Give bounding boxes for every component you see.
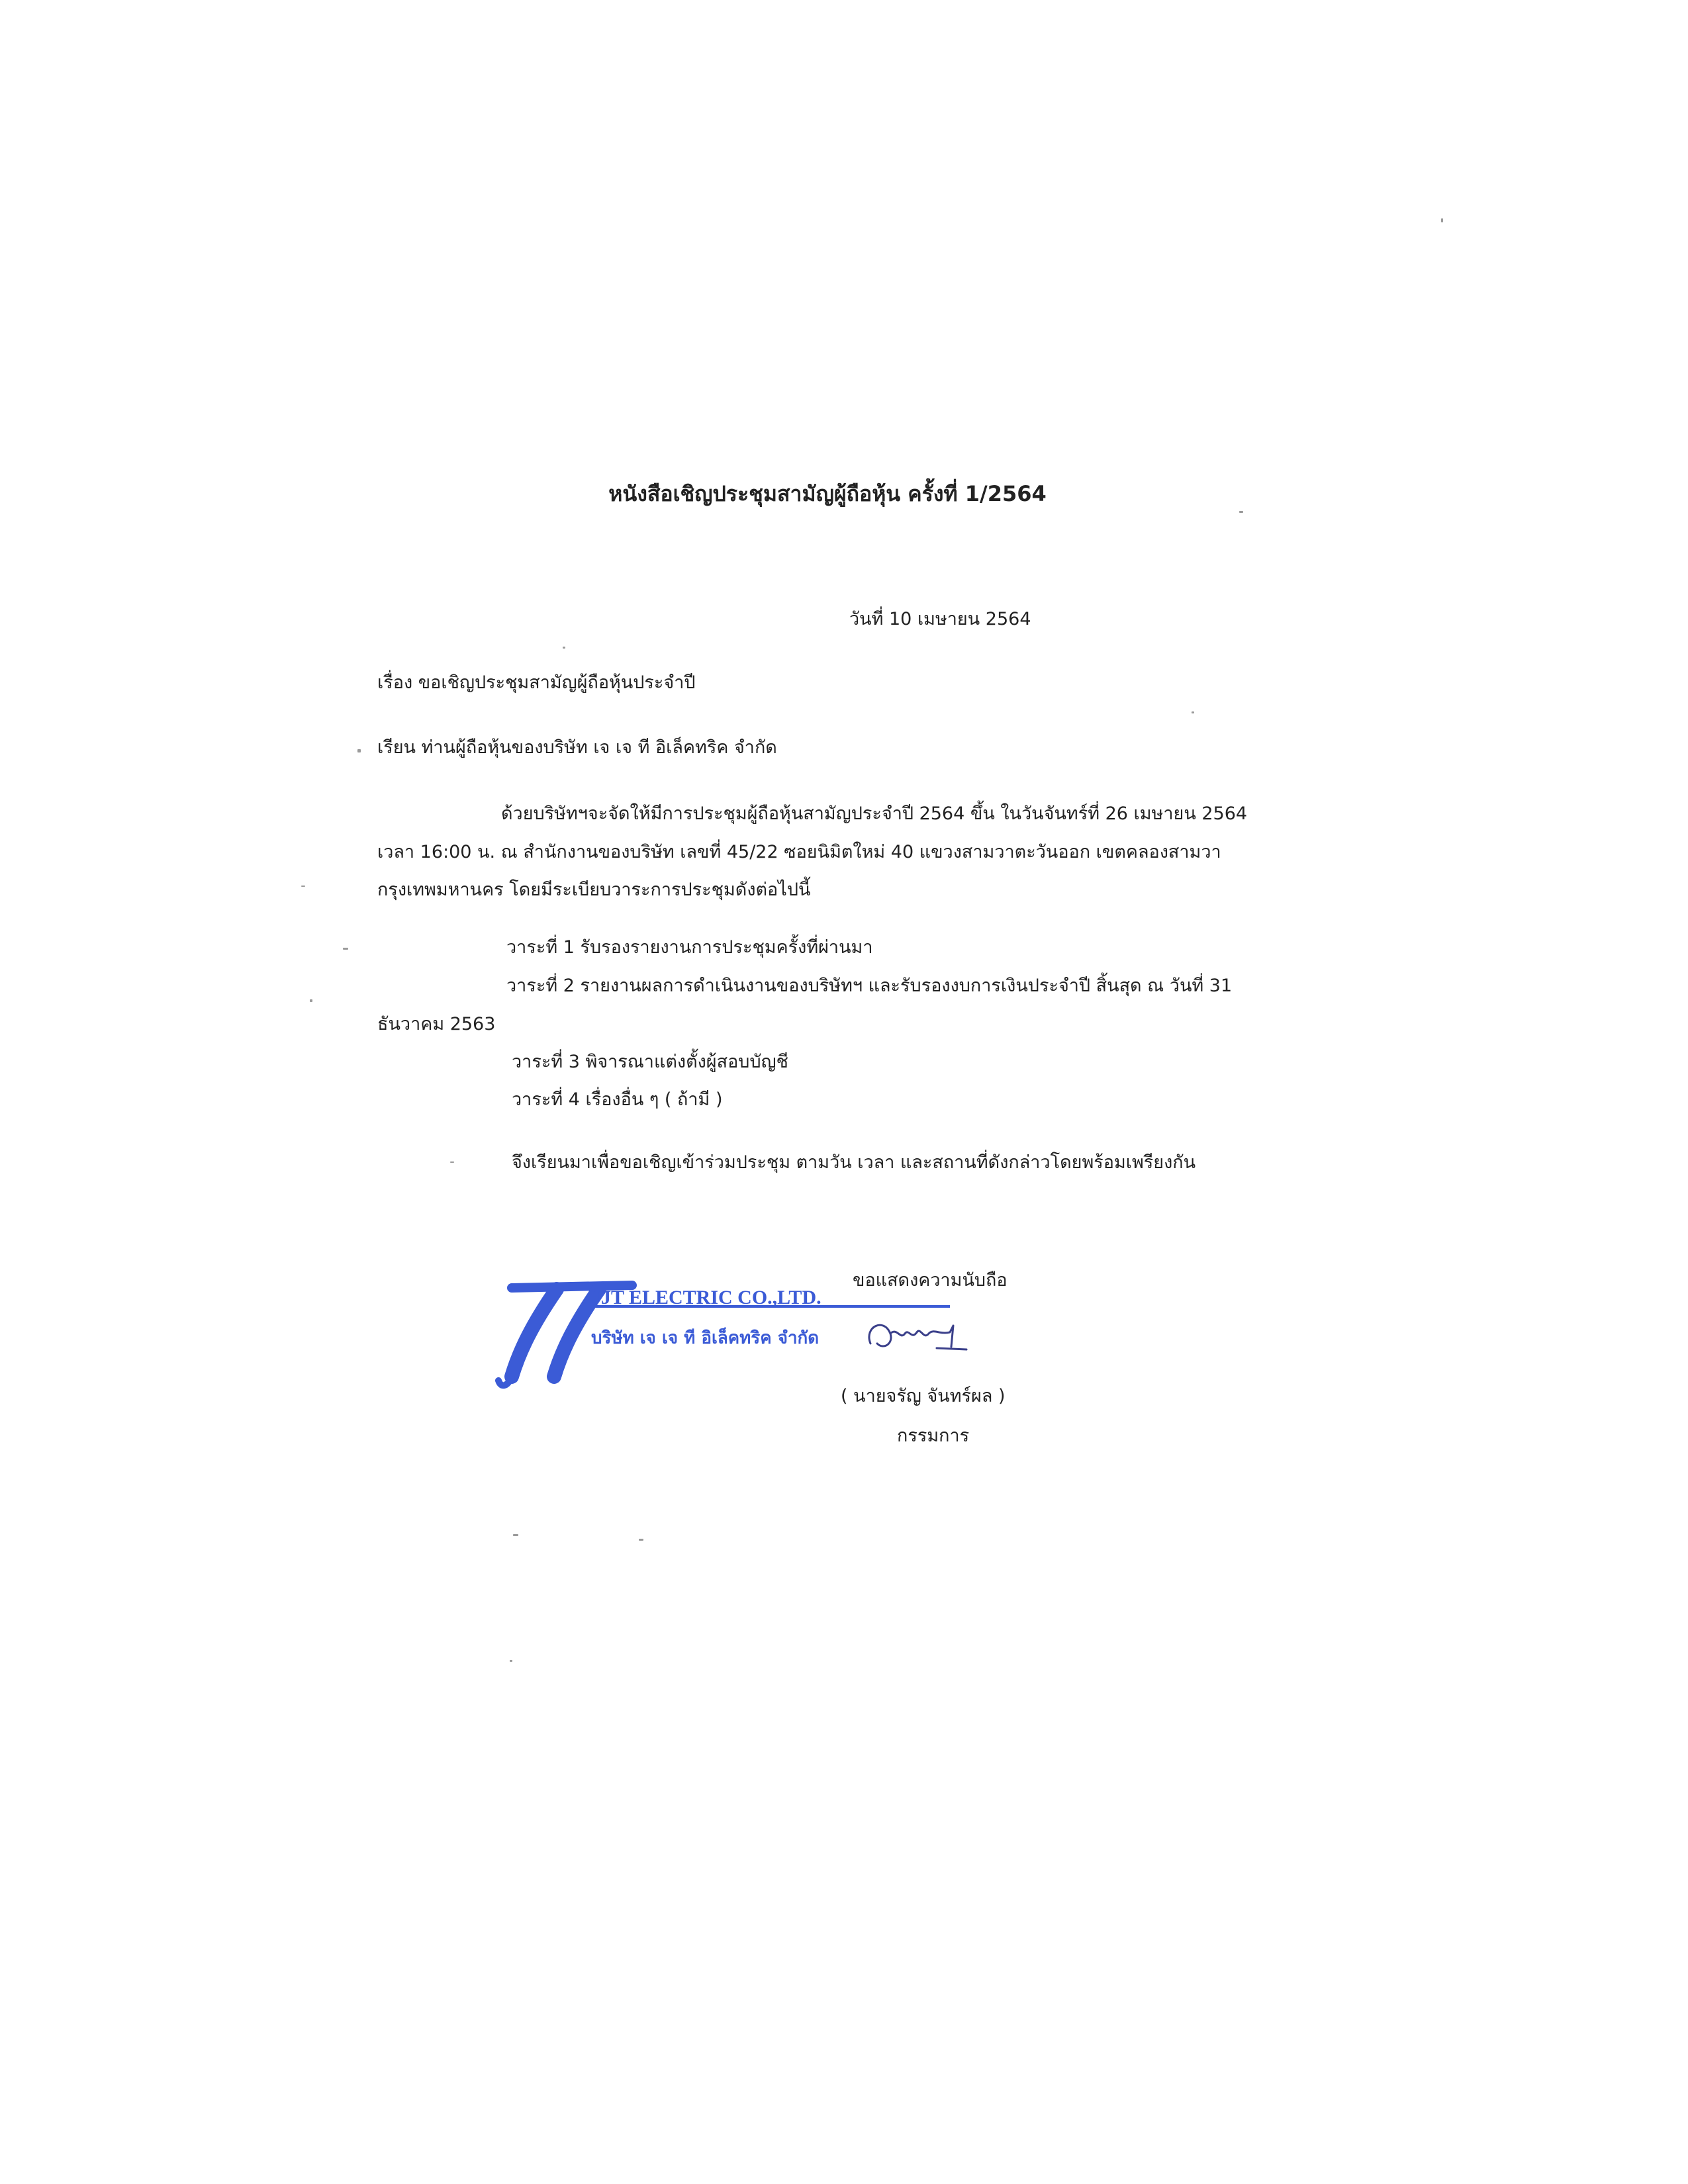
closing-line: จึงเรียนมาเพื่อขอเชิญเข้าร่วมประชุม ตามวัน เวลา และสถานที่ดังกล่าวโดยพร้อมเพรียงกัน <box>512 1152 1196 1173</box>
letter-recipient: เรียน ท่านผู้ถือหุ้นของบริษัท เจ เจ ที อิเล็คทริค จำกัด <box>377 737 777 758</box>
seal-name-en: JJT ELECTRIC CO.,LTD. <box>591 1287 821 1308</box>
scan-speck <box>510 1660 512 1662</box>
scan-speck <box>357 749 361 752</box>
regards-text: ขอแสดงความนับถือ <box>853 1270 1008 1291</box>
agenda-item-1: วาระที่ 1 รับรองรายงานการประชุมครั้งที่ผ่านมา <box>506 937 873 958</box>
signer-name: ( นายจรัญ จันทร์ผล ) <box>841 1386 1006 1406</box>
signer-position: กรรมการ <box>897 1426 970 1446</box>
scan-speck <box>1192 711 1194 713</box>
scan-speck <box>563 647 565 649</box>
scan-speck <box>343 948 348 950</box>
scan-speck <box>1441 218 1443 222</box>
scan-speck <box>450 1161 454 1163</box>
body-line-3: กรุงเทพมหานคร โดยมีระเบียบวาระการประชุมดังต่อไปนี้ <box>377 880 811 900</box>
scan-speck <box>639 1539 643 1541</box>
letter-subject: เรื่อง ขอเชิญประชุมสามัญผู้ถือหุ้นประจำปี <box>377 672 696 693</box>
body-line-2: เวลา 16:00 น. ณ สำนักงานของบริษัท เลขที่ 45/22 ซอยนิมิตใหม่ 40 แขวงสามวาตะวันออก เขตคลองสามวา <box>377 842 1221 862</box>
scan-speck <box>301 886 305 887</box>
scan-speck <box>310 999 312 1002</box>
agenda-item-4: วาระที่ 4 เรื่องอื่น ๆ ( ถ้ามี ) <box>512 1089 723 1110</box>
scan-speck <box>1239 511 1243 513</box>
body-line-1: ด้วยบริษัทฯจะจัดให้มีการประชุมผู้ถือหุ้นสามัญประจำปี 2564 ขึ้น ในวันจันทร์ที่ 26 เมษายน 2564 <box>501 803 1248 824</box>
seal-name-th: บริษัท เจ เจ ที อิเล็คทริค จำกัด <box>591 1328 820 1348</box>
scan-speck <box>513 1534 518 1536</box>
agenda-item-2-continued: ธันวาคม 2563 <box>377 1014 496 1034</box>
letter-title: หนังสือเชิญประชุมสามัญผู้ถือหุ้น ครั้งที่ 1/2564 <box>608 481 1047 506</box>
handwritten-signature <box>857 1314 976 1360</box>
letter-date: วันที่ 10 เมษายน 2564 <box>849 609 1031 629</box>
agenda-item-3: วาระที่ 3 พิจารณาแต่งตั้งผู้สอบบัญชี <box>512 1052 788 1072</box>
agenda-item-2: วาระที่ 2 รายงานผลการดำเนินงานของบริษัทฯ และรับรองงบการเงินประจำปี สิ้นสุด ณ วันที่ 31 <box>506 976 1233 996</box>
